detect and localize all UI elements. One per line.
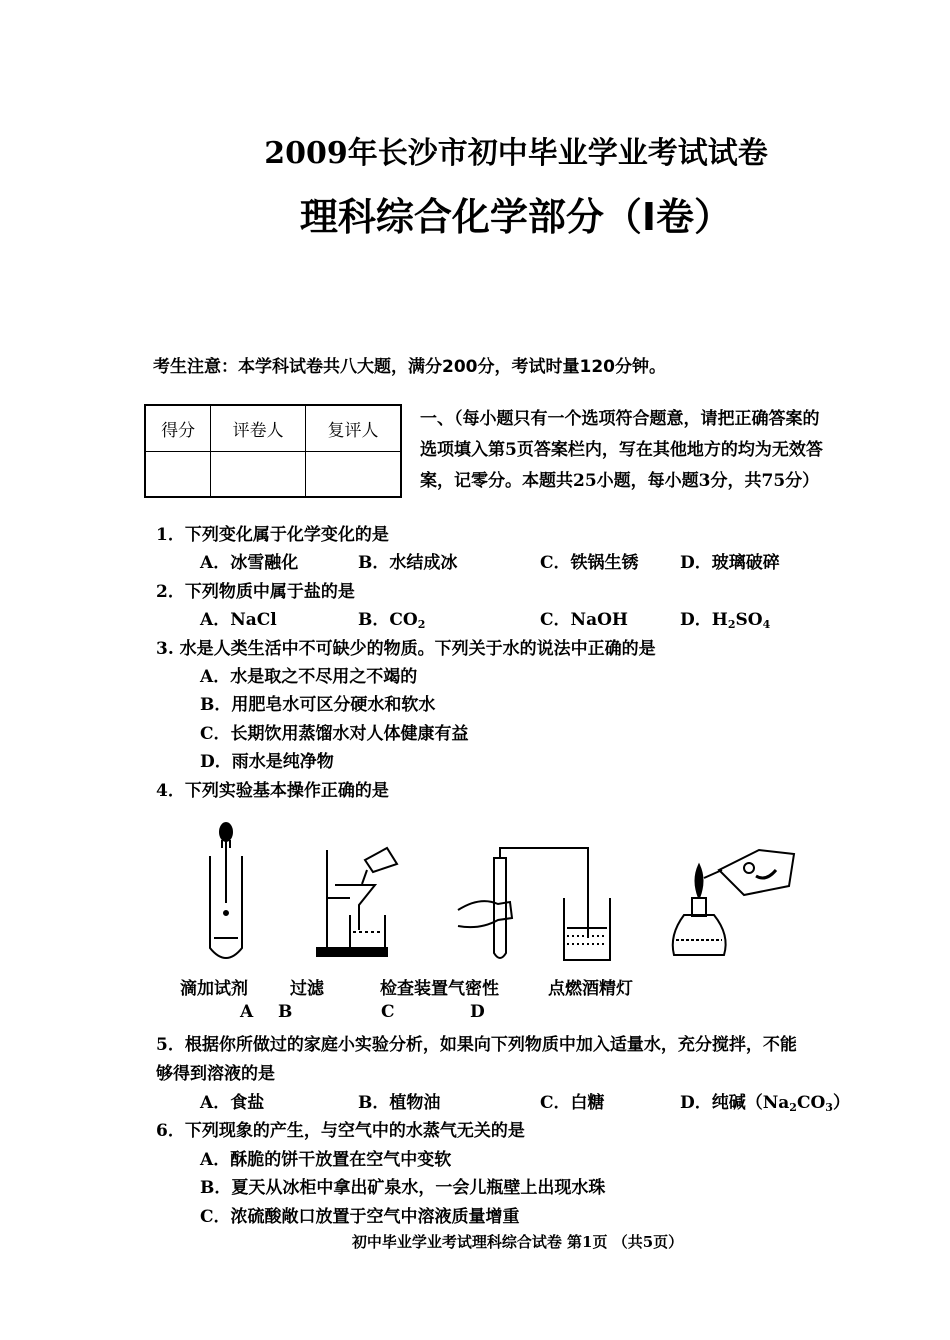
q2-d-text: D．H xyxy=(680,610,728,630)
reviewer-cell[interactable] xyxy=(305,451,401,497)
dropper-figure xyxy=(190,818,270,968)
figure-caption-a: 滴加试剂 xyxy=(180,979,248,999)
q1-option-b: B．水结成冰 xyxy=(358,553,458,573)
section-line: 一、（每小题只有一个选项符合题意，请把正确答案的 xyxy=(420,409,820,429)
q2-option-b xyxy=(358,605,425,631)
q5-option-d xyxy=(680,1088,850,1114)
question-4-stem: 4．下列实验基本操作正确的是 xyxy=(156,781,389,801)
section-line: 选项填入第5页答案栏内，写在其他地方的均为无效答 xyxy=(420,440,823,460)
question-5-stem-cont: 够得到溶液的是 xyxy=(156,1064,275,1084)
q2-option-a: A．NaCl xyxy=(200,610,277,630)
section-instructions xyxy=(420,404,880,497)
figure-letter-c: C xyxy=(381,1002,395,1022)
subscript: 4 xyxy=(762,618,771,631)
q5-d-text: CO xyxy=(796,1093,826,1113)
airtightness-figure xyxy=(450,838,610,968)
question-5-stem: 5．根据你所做过的家庭小实验分析，如果向下列物质中加入适量水，充分搅拌，不能 xyxy=(156,1035,797,1055)
question-6-stem: 6．下列现象的产生，与空气中的水蒸气无关的是 xyxy=(156,1121,525,1141)
q5-option-c: C．白糖 xyxy=(540,1093,605,1113)
reviewer-header: 复评人 xyxy=(305,405,401,451)
question-2-stem: 2．下列物质中属于盐的是 xyxy=(156,582,355,602)
grader-header: 评卷人 xyxy=(211,405,306,451)
subscript: 3 xyxy=(825,1101,833,1114)
question-1-stem: 1．下列变化属于化学变化的是 xyxy=(156,525,389,545)
q2-d-text: SO xyxy=(735,610,763,630)
score-header: 得分 xyxy=(145,405,211,451)
q1-option-a: A．冰雪融化 xyxy=(200,553,299,573)
exam-title: 2009年长沙市初中毕业学业考试试卷 xyxy=(264,136,768,171)
figure-caption-d: 点燃酒精灯 xyxy=(548,979,633,999)
q5-d-text: ） xyxy=(832,1093,850,1113)
q2-option-d xyxy=(680,605,770,631)
question-3-stem: 3. 水是人类生活中不可缺少的物质。下列关于水的说法中正确的是 xyxy=(156,639,656,659)
q1-option-d: D．玻璃破碎 xyxy=(680,553,780,573)
q5-option-a: A．食盐 xyxy=(200,1093,265,1113)
exam-subtitle: 理科综合化学部分（Ⅰ卷） xyxy=(299,195,733,239)
figure-letter-d: D xyxy=(470,1002,485,1022)
figure-letter-b: B xyxy=(278,1002,293,1022)
q2-option-c: C．NaOH xyxy=(540,610,628,630)
q6-option-c: C．浓硫酸敞口放置于空气中溶液质量增重 xyxy=(200,1207,520,1227)
alcohol-lamp-figure xyxy=(664,840,804,965)
filtration-figure xyxy=(315,840,415,965)
subscript: 2 xyxy=(417,618,426,631)
q5-d-text: D．纯碱（Na xyxy=(680,1093,790,1113)
figure-caption-b: 过滤 xyxy=(290,979,324,999)
score-table xyxy=(144,404,402,498)
q3-option-a: A．水是取之不尽用之不竭的 xyxy=(200,667,418,687)
grader-cell[interactable] xyxy=(211,451,306,497)
q6-option-b: B．夏天从冰柜中拿出矿泉水，一会儿瓶壁上出现水珠 xyxy=(200,1178,606,1198)
score-cell[interactable] xyxy=(145,451,211,497)
figure-caption-c: 检查装置气密性 xyxy=(380,979,499,999)
figure-letter-a: A xyxy=(240,1002,254,1022)
q2-b-text: B．CO xyxy=(358,610,418,630)
subscript: 2 xyxy=(727,618,736,631)
q1-option-c: C．铁锅生锈 xyxy=(540,553,639,573)
q6-option-a: A．酥脆的饼干放置在空气中变软 xyxy=(200,1150,452,1170)
q5-option-b: B．植物油 xyxy=(358,1093,441,1113)
page-footer: 初中毕业学业考试理科综合试卷 第1页 （共5页） xyxy=(351,1233,684,1251)
q3-option-b: B．用肥皂水可区分硬水和软水 xyxy=(200,695,436,715)
q3-option-c: C．长期饮用蒸馏水对人体健康有益 xyxy=(200,724,469,744)
exam-notice: 考生注意：本学科试卷共八大题，满分200分，考试时量120分钟。 xyxy=(153,357,666,377)
q3-option-d: D．雨水是纯净物 xyxy=(200,752,334,772)
section-line: 案，记零分。本题共25小题，每小题3分，共75分） xyxy=(420,471,820,491)
subscript: 2 xyxy=(789,1101,797,1114)
